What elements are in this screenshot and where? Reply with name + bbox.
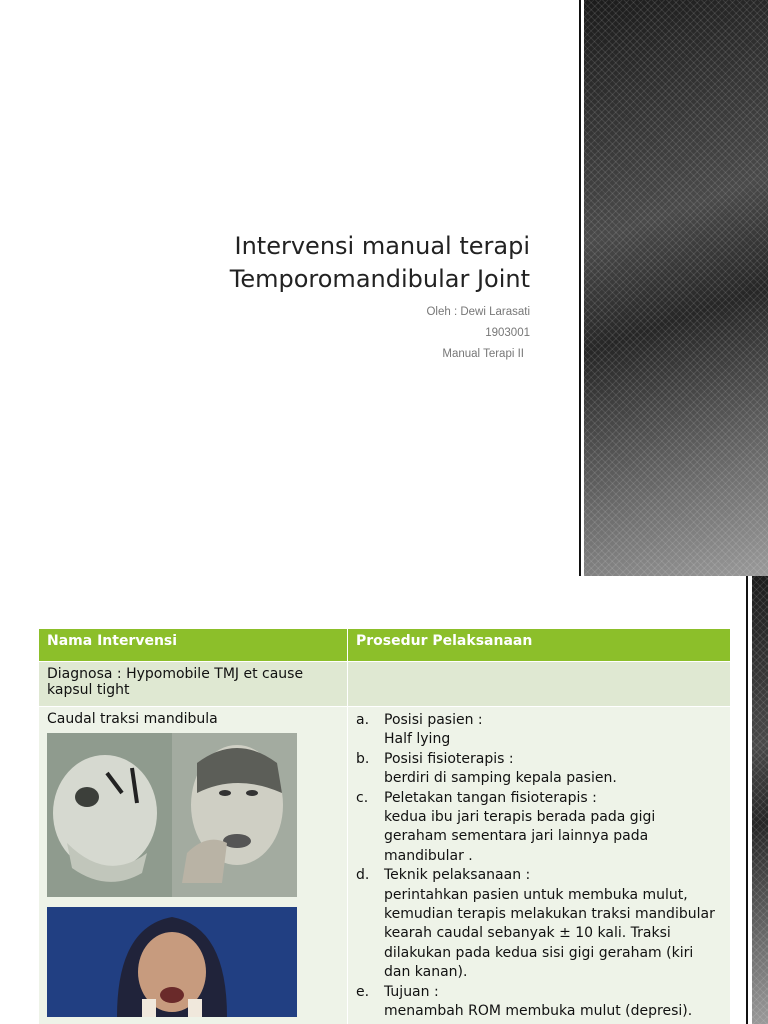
header-nama-intervensi: Nama Intervensi xyxy=(39,629,348,662)
list-item: a. Posisi pasien : Half lying xyxy=(356,712,483,748)
skull-photo-illustration xyxy=(47,733,297,897)
slide-divider-stripe xyxy=(576,0,584,576)
author-line: Oleh : Dewi Larasati xyxy=(426,306,530,318)
procedure-steps xyxy=(356,711,722,1022)
patient-photo-illustration xyxy=(47,907,297,1017)
procedure-cell xyxy=(348,707,731,1024)
skull-technique-photo xyxy=(47,733,297,897)
carbon-fiber-panel xyxy=(584,0,768,576)
diagnosa-cell: Diagnosa : Hypomobile TMJ et cause kapsul tight xyxy=(39,662,348,707)
header-prosedur: Prosedur Pelaksanaan xyxy=(348,629,731,662)
intervention-name: Caudal traksi mandibula xyxy=(47,711,218,727)
carbon-fiber-panel xyxy=(752,576,768,1024)
slide-title xyxy=(230,230,530,296)
list-item: c. Peletakan tangan fisioterapis : kedua ibu jari terapis berada pada gigi geraham sementara jari lainnya pada mandibular . xyxy=(356,789,656,864)
patient-video-photo xyxy=(47,907,297,1017)
table-header-row xyxy=(39,629,731,662)
list-item: d. Teknik pelaksanaan : perintahkan pasien untuk membuka mulut, kemudian terapis melakukan traksi mandibular kearah caudal sebanyak ± 10 kali. Traksi dilakukan pada kedua sisi gigi geraham (kiri dan kanan). xyxy=(356,867,715,981)
content-slide xyxy=(0,576,768,1024)
intervention-cell xyxy=(39,707,348,1024)
title-line-2: Temporomandibular Joint xyxy=(229,265,530,293)
title-line-1: Intervensi manual terapi xyxy=(234,232,530,260)
table-row xyxy=(39,662,731,707)
empty-cell xyxy=(348,662,731,707)
table-row xyxy=(39,707,731,1024)
intervention-table xyxy=(38,628,731,1024)
nim-line: 1903001 xyxy=(485,327,530,339)
course-line: Manual Terapi II xyxy=(442,348,524,360)
list-item: e. Tujuan : menambah ROM membuka mulut (depresi). xyxy=(356,983,693,1020)
slide-divider-stripe xyxy=(742,576,752,1024)
list-item: b. Posisi fisioterapis : berdiri di samping kepala pasien. xyxy=(356,750,617,787)
